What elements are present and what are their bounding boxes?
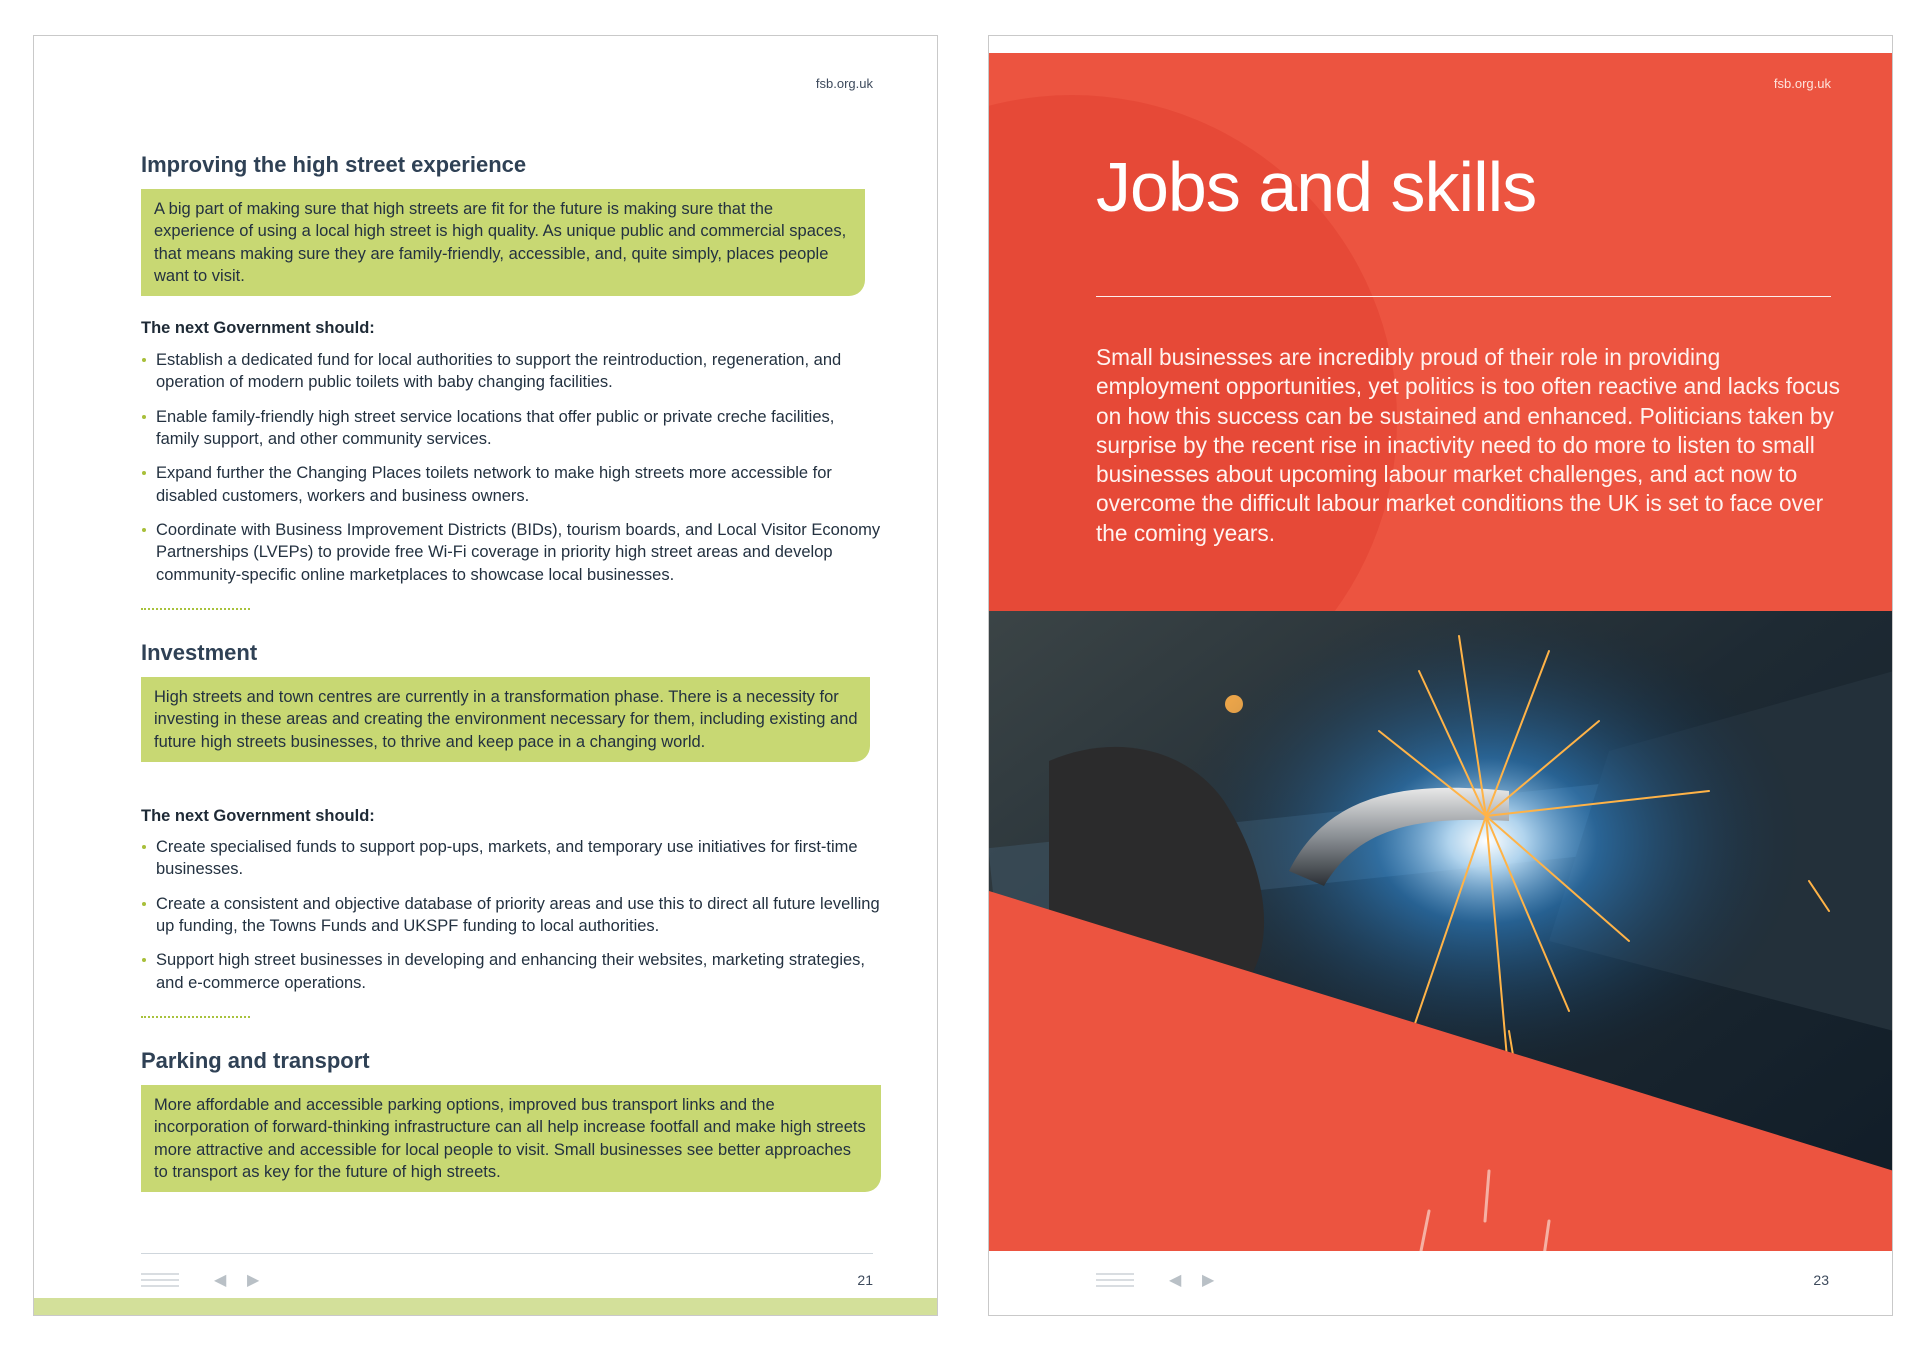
right-page [988, 35, 1893, 1316]
page-number: 23 [1813, 1272, 1829, 1288]
footer-rule [141, 1253, 873, 1254]
title-rule [1096, 296, 1831, 297]
subhead-next-government: The next Government should: [141, 319, 375, 337]
site-url[interactable]: fsb.org.uk [1773, 76, 1831, 91]
intro-box-high-street: A big part of making sure that high streets are fit for the future is making sure that the experience of using a local high street is high quality. As unique public and commercial spaces, that means making sure they are family-friendly, accessible, and, quite simply, places people want to visit. [141, 189, 865, 296]
previous-page-icon[interactable]: ◀ [1169, 1272, 1182, 1289]
menu-icon[interactable] [1096, 1273, 1134, 1287]
list-item: Create a consistent and objective database of priority areas and use this to direct all future levelling up funding, the Towns Funds and UKSPF funding to local authorities. [141, 893, 881, 937]
section-heading-parking: Parking and transport [141, 1048, 370, 1073]
list-item: Create specialised funds to support pop-ups, markets, and temporary use initiatives for first-time businesses. [141, 836, 881, 880]
intro-box-investment: High streets and town centres are currently in a transformation phase. There is a necessity for investing in these areas and creating the environment necessary for them, including existing and future high streets businesses, to thrive and keep pace in a changing world. [141, 677, 870, 762]
bullet-list-investment [141, 836, 881, 1006]
site-url[interactable]: fsb.org.uk [815, 76, 873, 91]
section-heading-investment: Investment [141, 640, 258, 665]
page-title: Jobs and skills [1096, 148, 1537, 226]
section-heading-high-street: Improving the high street experience [141, 152, 527, 177]
hero-panel [989, 53, 1893, 1270]
footer-accent-bar [34, 1298, 937, 1315]
menu-icon[interactable] [141, 1273, 179, 1287]
next-page-icon[interactable]: ▶ [247, 1272, 260, 1289]
hero-intro-text: Small businesses are incredibly proud of their role in providing employment opportunities, yet politics is too often reactive and lacks focus on how this success can be sustained and enhanced. Politicians taken by surprise by the recent rise in inactivity need to do more to listen to small businesses about upcoming labour market challenges, and act now to overcome the difficult labour market conditions the UK is set to face over the coming years. [1096, 344, 1841, 546]
section-divider [141, 1016, 250, 1018]
next-page-icon[interactable]: ▶ [1202, 1272, 1215, 1289]
section-divider [141, 608, 250, 610]
list-item: Support high street businesses in developing and enhancing their websites, marketing strategies, and e-commerce operations. [141, 949, 881, 993]
list-item: Enable family-friendly high street service locations that offer public or private creche facilities, family support, and other community services. [141, 406, 881, 450]
bullet-list-high-street [141, 349, 881, 598]
list-item: Expand further the Changing Places toilets network to make high streets more accessible for disabled customers, workers and business owners. [141, 462, 881, 506]
previous-page-icon[interactable]: ◀ [214, 1272, 227, 1289]
list-item: Coordinate with Business Improvement Districts (BIDs), tourism boards, and Local Visitor Economy Partnerships (LVEPs) to provide free Wi-Fi coverage in priority high street areas and develop community-specific online marketplaces to showcase local businesses. [141, 519, 881, 586]
list-item: Establish a dedicated fund for local authorities to support the reintroduction, regeneration, and operation of modern public toilets with baby changing facilities. [141, 349, 881, 393]
left-page [33, 35, 938, 1316]
page-number: 21 [857, 1272, 873, 1288]
welding-photo [989, 611, 1893, 1270]
subhead-next-government: The next Government should: [141, 807, 375, 825]
intro-box-parking: More affordable and accessible parking options, improved bus transport links and the incorporation of forward-thinking infrastructure can all help increase footfall and make high streets more attractive and accessible for local people to visit. Small businesses see better approaches to transport as key for the future of high streets. [141, 1085, 881, 1192]
welding-illustration [989, 611, 1893, 1270]
